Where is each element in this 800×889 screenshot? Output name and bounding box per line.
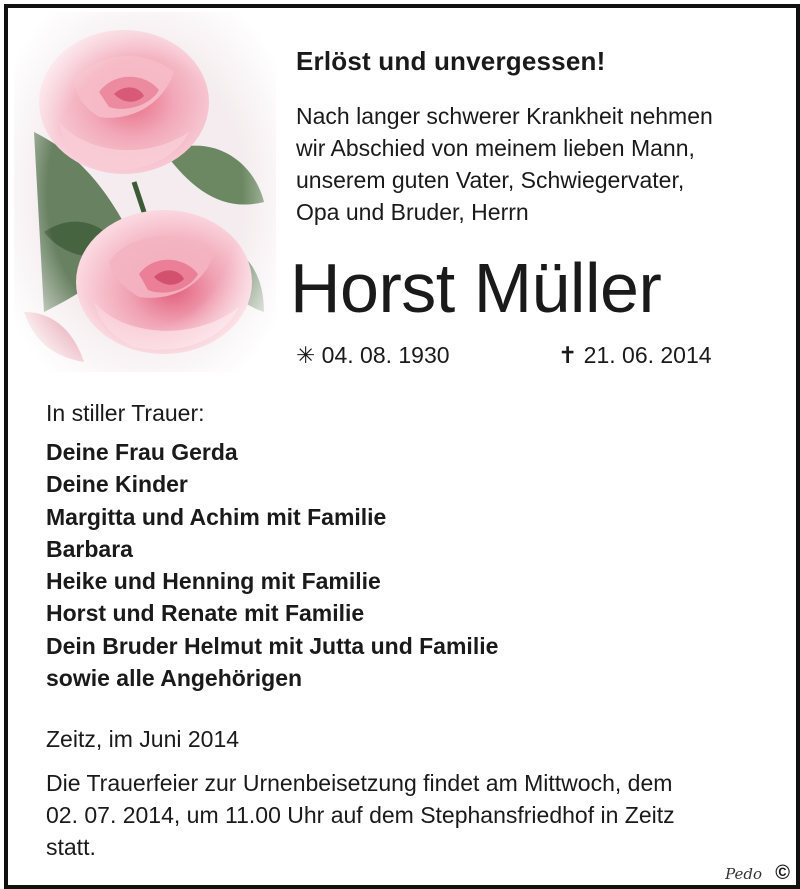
place-date: Zeitz, im Juni 2014 [46, 726, 240, 752]
intro-line: Opa und Bruder, Herrn [296, 199, 529, 225]
ceremony-line: Die Trauerfeier zur Urnenbeisetzung findet am Mittwoch, dem [46, 770, 673, 796]
rose-photo-icon [14, 12, 276, 372]
intro-line: Nach langer schwerer Krankheit nehmen [296, 103, 713, 129]
mourner-name: Barbara [46, 535, 133, 562]
copyright-icon: © [775, 862, 790, 884]
mourner-name: Deine Frau Gerda [46, 439, 238, 465]
mourners-list [46, 436, 498, 694]
artist-signature: Pedo [725, 865, 762, 883]
birth-date: ✳ 04. 08. 1930 [296, 342, 450, 368]
ceremony-info [46, 767, 786, 863]
obituary-notice [4, 4, 800, 889]
mourner-name: Deine Kinder [46, 471, 188, 498]
mourner-name: Horst und Renate mit Familie [46, 600, 365, 627]
deceased-name: Horst Müller [290, 249, 662, 327]
mourner-name: Heike und Henning mit Familie [46, 568, 381, 595]
mourner-name: Dein Bruder Helmut mit Jutta und Familie [46, 632, 499, 659]
notice-heading: Erlöst und unvergessen! [296, 46, 606, 76]
death-date: ✝ 21. 06. 2014 [558, 342, 712, 368]
intro-text [296, 100, 776, 228]
mourner-name: sowie alle Angehörigen [46, 665, 303, 692]
ceremony-line: 02. 07. 2014, um 11.00 Uhr auf dem Stephansfriedhof in Zeitz [46, 802, 675, 828]
mourners-intro: In stiller Trauer: [46, 400, 205, 426]
intro-line: wir Abschied von meinem lieben Mann, [296, 135, 695, 161]
intro-line: unserem guten Vater, Schwiegervater, [296, 167, 685, 193]
mourner-name: Margitta und Achim mit Familie [46, 503, 387, 530]
ceremony-line: statt. [46, 834, 96, 860]
